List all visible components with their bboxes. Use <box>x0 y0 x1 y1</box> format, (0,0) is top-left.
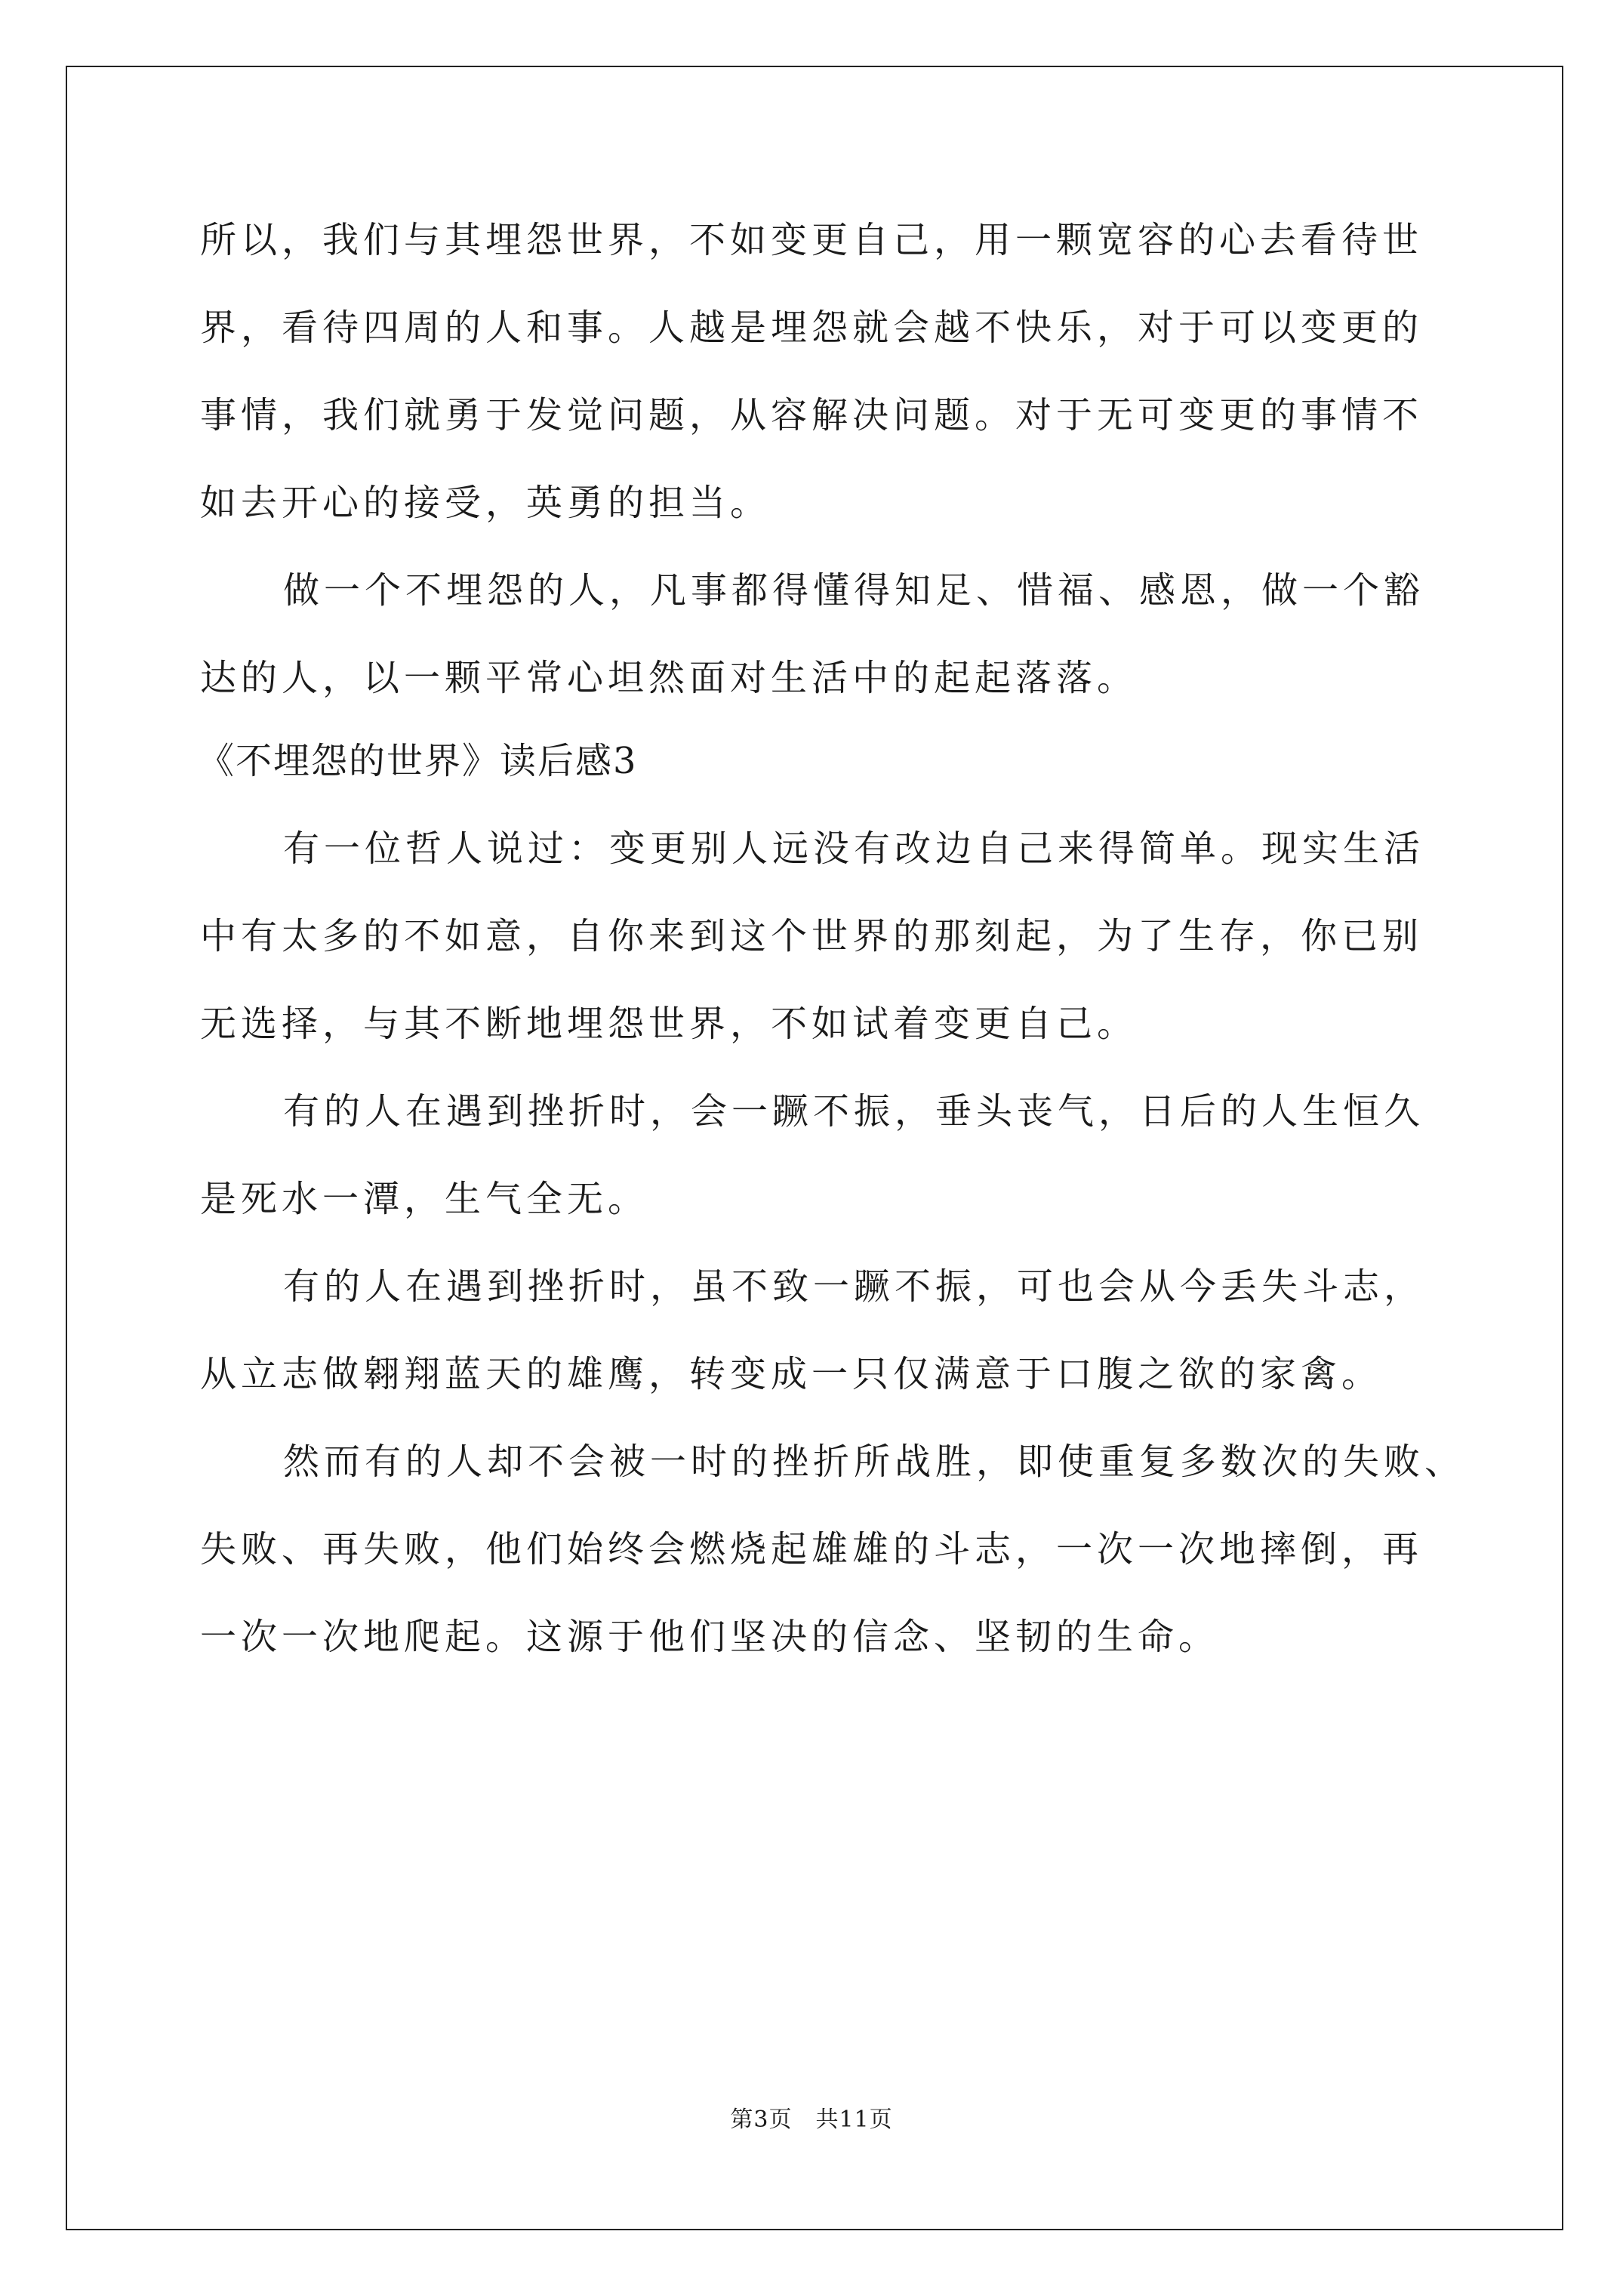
paragraph-line: 如去开心的接受，英勇的担当。 <box>200 482 771 524</box>
page-number: 第3页 共11页 <box>730 2106 893 2133</box>
paragraph-line: 失败、再失败，他们始终会燃烧起雄雄的斗志，一次一次地摔倒，再 <box>200 1528 1424 1570</box>
paragraph-line: 有一位哲人说过：变更别人远没有改边自己来得简单。现实生活 <box>283 827 1425 870</box>
paragraph-line: 界，看待四周的人和事。人越是埋怨就会越不快乐，对于可以变更的 <box>200 307 1424 349</box>
paragraph-line: 中有太多的不如意，自你来到这个世界的那刻起，为了生存，你已别 <box>200 915 1424 957</box>
paragraph-line: 然而有的人却不会被一时的挫折所战胜，即使重复多数次的失败、 <box>283 1441 1466 1483</box>
paragraph-line: 一次一次地爬起。这源于他们坚决的信念、坚韧的生命。 <box>200 1616 1220 1658</box>
paragraph-line: 从立志做翱翔蓝天的雄鹰，转变成一只仅满意于口腹之欲的家禽。 <box>200 1353 1383 1395</box>
paragraph-line: 无选择，与其不断地埋怨世界，不如试着变更自己。 <box>200 1003 1138 1045</box>
paragraph-line: 做一个不埋怨的人，凡事都得懂得知足、惜福、感恩，做一个豁 <box>283 569 1425 612</box>
paragraph-line: 所以，我们与其埋怨世界，不如变更自己，用一颗宽容的心去看待世 <box>200 219 1424 261</box>
paragraph-line: 有的人在遇到挫折时，会一蹶不振，垂头丧气，日后的人生恒久 <box>283 1090 1425 1133</box>
paragraph-line: 是死水一潭，生气全无。 <box>200 1178 649 1220</box>
paragraph-line: 事情，我们就勇于发觉问题，从容解决问题。对于无可变更的事情不 <box>200 394 1424 436</box>
paragraph-line: 达的人，以一颗平常心坦然面对生活中的起起落落。 <box>200 657 1138 699</box>
section-title: 《不埋怨的世界》读后感3 <box>198 740 638 782</box>
paragraph-line: 有的人在遇到挫折时，虽不致一蹶不振，可也会从今丢失斗志， <box>283 1265 1425 1308</box>
page-border <box>66 66 1563 2230</box>
